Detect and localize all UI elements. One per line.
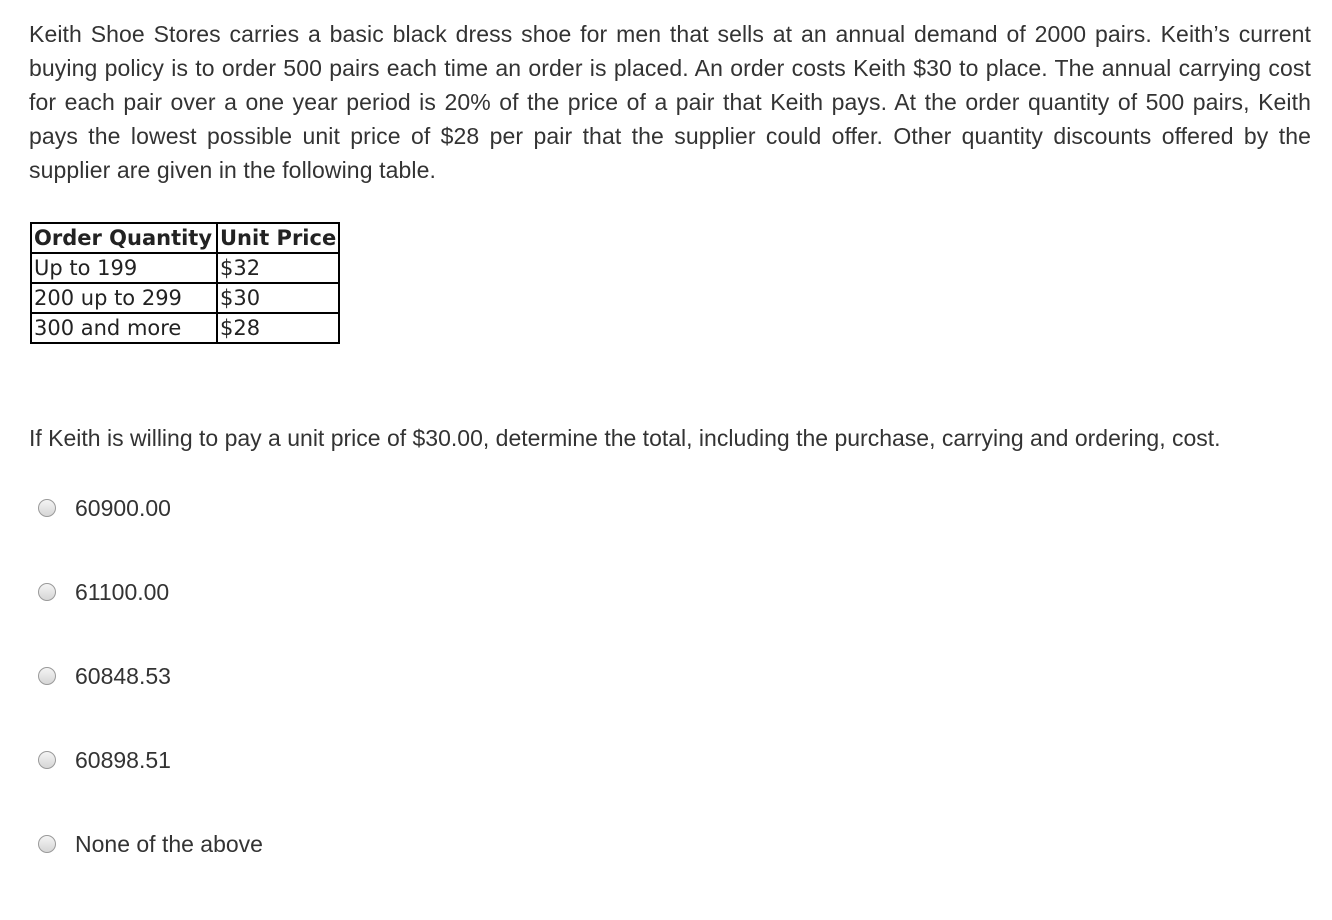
answer-option-label[interactable]: 60900.00 bbox=[75, 495, 171, 521]
header-unit-price: Unit Price bbox=[217, 223, 339, 253]
answer-option-4[interactable] bbox=[38, 745, 171, 775]
unit-price-cell: $32 bbox=[217, 253, 339, 283]
answer-option-label[interactable]: 61100.00 bbox=[75, 579, 170, 605]
order-quantity-cell: 200 up to 299 bbox=[31, 283, 217, 313]
table-row bbox=[31, 283, 339, 313]
order-quantity-cell: 300 and more bbox=[31, 313, 217, 343]
answer-option-2[interactable] bbox=[38, 577, 169, 607]
answer-option-1[interactable] bbox=[38, 493, 171, 523]
radio-button[interactable] bbox=[38, 583, 56, 601]
answer-option-3[interactable] bbox=[38, 661, 171, 691]
table-header-row bbox=[31, 223, 339, 253]
table-row bbox=[31, 313, 339, 343]
radio-button[interactable] bbox=[38, 499, 56, 517]
question-text: Keith Shoe Stores carries a basic black dress shoe for men that sells at an annual demand of 2000 pairs. Keith’s current buying policy is to order 500 pairs each time an order is placed. An order costs Keith $30 to place. The annual carrying cost for each pair over a one year period is 20% of the price of a pair that Keith pays. At the order quantity of 500 pairs, Keith pays the lowest possible unit price of $28 per pair that the supplier could offer. Other quantity discounts offered by the supplier are given in the following table. bbox=[29, 21, 1311, 183]
answer-option-5[interactable] bbox=[38, 829, 263, 859]
question-prompt: If Keith is willing to pay a unit price of $30.00, determine the total, including the purchase, carrying and ordering, cost. bbox=[29, 425, 1221, 451]
header-order-quantity: Order Quantity bbox=[31, 223, 217, 253]
radio-button[interactable] bbox=[38, 835, 56, 853]
answer-option-label[interactable]: 60848.53 bbox=[75, 663, 171, 689]
unit-price-cell: $30 bbox=[217, 283, 339, 313]
unit-price-cell: $28 bbox=[217, 313, 339, 343]
order-quantity-cell: Up to 199 bbox=[31, 253, 217, 283]
answer-option-label[interactable]: 60898.51 bbox=[75, 747, 171, 773]
radio-button[interactable] bbox=[38, 667, 56, 685]
table-row bbox=[31, 253, 339, 283]
radio-button[interactable] bbox=[38, 751, 56, 769]
quantity-discount-table bbox=[30, 222, 340, 344]
answer-option-label[interactable]: None of the above bbox=[75, 831, 263, 857]
